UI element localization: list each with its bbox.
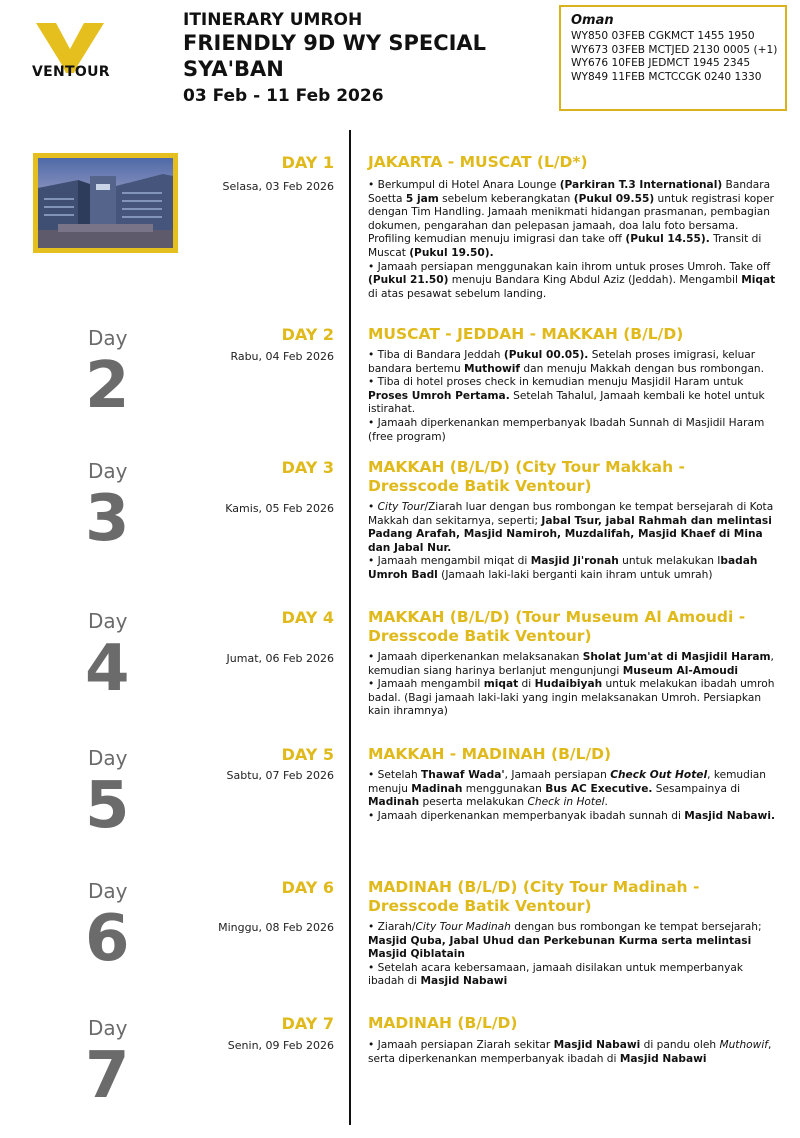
text-run: 5 jam (405, 192, 439, 205)
flight-airline: Oman (571, 13, 614, 28)
text-run: Masjid Quba, Jabal Uhud dan Perkebunan Kurma serta melintasi Masjid Qiblatain (368, 934, 752, 961)
text-run: • Jamaah persiapan menggunakan kain ihrom untuk proses Umroh. Take off (368, 260, 771, 273)
text-run: sebelum keberangkatan (438, 192, 574, 205)
text-run: . (604, 796, 608, 809)
text-run: Museum Al-Amoudi (622, 664, 739, 677)
text-run: • Setelah (368, 769, 422, 781)
day-description (368, 921, 782, 989)
big-day-number: 5 (85, 769, 130, 843)
text-run: dengan bus rombongan ke tempat bersejarah; (510, 921, 762, 933)
text-run: (Pukul 19.50). (409, 246, 494, 259)
text-run: Masjid Nabawi (420, 975, 508, 988)
text-run: • Jamaah diperkenankan memperbanyak ibadah sunnah di (368, 809, 685, 822)
day-label: DAY 6 (281, 878, 334, 897)
text-run: (Pukul 21.50) (368, 274, 449, 287)
text-run: (Pukul 09.55) (573, 192, 655, 205)
description-paragraph (368, 769, 782, 810)
text-run: • Jamaah mengambil (368, 678, 484, 691)
flight-line: WY673 03FEB MCTJED 2130 0005 (+1) (571, 43, 778, 56)
big-day-number: 3 (85, 482, 130, 556)
text-run: untuk melakukan ibadah umroh badal. (Bagi jamaah laki-laki yang ingin melaksanakan Umroh. Persiapkan kain ihramnya) (368, 678, 775, 718)
big-day-number: 2 (85, 349, 130, 423)
day-route-title: MUSCAT - JEDDAH - MAKKAH (B/L/D) (368, 325, 684, 343)
text-run: , serta diperkenankan memperbanyak ibadah di (368, 1039, 772, 1065)
day-date: Sabtu, 07 Feb 2026 (226, 769, 334, 782)
text-run: Masjid Nabawi (553, 1039, 641, 1051)
description-paragraph (368, 376, 782, 417)
text-run: untuk melakukan I (618, 555, 721, 568)
text-run: menggunakan (462, 782, 546, 795)
day-description (368, 179, 782, 301)
day-label: DAY 2 (281, 325, 334, 344)
header-line2: FRIENDLY 9D WY SPECIAL (183, 31, 487, 55)
description-paragraph (368, 501, 782, 555)
text-run: Sholat Jum'at di Masjidil Haram (582, 651, 771, 663)
text-run: , kemudian menuju (368, 769, 766, 795)
text-run: (Jamaah laki-laki berganti kain ihram untuk umrah) (437, 568, 713, 581)
text-run: Proses Umroh Pertama. (368, 389, 510, 402)
day-route-title: MADINAH (B/L/D) (City Tour Madinah - Dresscode Batik Ventour) (368, 878, 700, 915)
text-run: (Parkiran T.3 International) (559, 179, 723, 191)
day-date: Senin, 09 Feb 2026 (227, 1039, 334, 1052)
day-date: Selasa, 03 Feb 2026 (222, 180, 334, 193)
description-paragraph (368, 678, 782, 719)
description-paragraph (368, 179, 782, 261)
text-run: Check Out Hotel (610, 769, 708, 781)
text-run: Masjid Nabawi (619, 1052, 707, 1065)
description-paragraph (368, 810, 782, 824)
day-date: Jumat, 06 Feb 2026 (226, 652, 334, 665)
text-run: Setelah proses imigrasi, keluar bandara bertemu (368, 349, 756, 375)
header-line3: SYA'BAN (183, 57, 284, 81)
big-day-word: Day (88, 459, 128, 483)
text-run: (Pukul 00.05). (503, 349, 589, 361)
header-line1: ITINERARY UMROH (183, 10, 363, 30)
description-paragraph (368, 1039, 782, 1066)
day-label: DAY 4 (281, 608, 334, 627)
text-run: • Jamaah persiapan Ziarah sekitar (368, 1039, 554, 1051)
day-label: DAY 5 (281, 745, 334, 764)
text-run: • Ziarah/ (368, 921, 416, 933)
text-run: • Tiba di Bandara Jeddah (368, 349, 504, 361)
description-paragraph (368, 417, 782, 444)
text-run: Madinah (411, 782, 463, 795)
text-run: • Berkumpul di Hotel Anara Lounge (368, 179, 560, 191)
text-run: Madinah (368, 796, 420, 809)
text-run: dan menuju Makkah dengan bus rombongan. (520, 362, 765, 375)
big-day-number: 6 (85, 902, 130, 976)
text-run: City Tour Madinah (415, 921, 511, 933)
big-day-word: Day (88, 879, 128, 903)
day-route-title: MAKKAH (B/L/D) (City Tour Makkah - Dresscode Batik Ventour) (368, 458, 685, 495)
text-run: , Jamaah persiapan (504, 769, 611, 781)
text-run: Hudaibiyah (534, 678, 603, 691)
description-paragraph (368, 651, 782, 678)
hero-image-frame (33, 153, 178, 253)
text-run: • Jamaah diperkenankan memperbanyak Ibadah Sunnah di Masjidil Haram (free program) (368, 416, 765, 443)
text-run: miqat (483, 678, 519, 691)
text-run: • (368, 501, 378, 513)
day-description (368, 349, 782, 444)
text-run: Muthowif (464, 362, 521, 375)
flight-line: WY850 03FEB CGKMCT 1455 1950 (571, 30, 755, 42)
text-run: peserta melakukan (419, 796, 528, 809)
text-run: Bandara Soetta (368, 179, 771, 205)
text-run: • Jamaah mengambil miqat di (368, 555, 531, 568)
text-run: , kemudian siang harinya berlanjut mengunjungi (368, 651, 774, 677)
text-run: City Tour (377, 501, 425, 513)
text-run: Muthowif (719, 1039, 768, 1051)
text-run: Sesampainya di (652, 782, 741, 795)
brand-name: VENTOUR (32, 64, 110, 80)
text-run: Masjid Nabawi. (684, 809, 776, 822)
text-run: /Ziarah luar dengan bus rombongan ke tempat bersejarah di Kota Makkah dan sekitarnya, seperti; (368, 501, 774, 527)
day-route-title: MAKKAH (B/L/D) (Tour Museum Al Amoudi - Dresscode Batik Ventour) (368, 608, 746, 645)
description-paragraph (368, 349, 782, 376)
text-run: • Setelah acara kebersamaan, jamaah disilakan untuk memperbanyak ibadah di (368, 961, 743, 988)
text-run: Transit di Muscat (368, 233, 762, 259)
day-label: DAY 3 (281, 458, 334, 477)
description-paragraph (368, 261, 782, 302)
text-run: (Pukul 14.55). (625, 233, 710, 246)
text-run: • Jamaah diperkenankan melaksanakan (368, 651, 583, 663)
header-dates: 03 Feb - 11 Feb 2026 (183, 86, 384, 106)
big-day-word: Day (88, 746, 128, 770)
text-run: Masjid Ji'ronah (530, 555, 619, 568)
itinerary-header (183, 10, 486, 108)
text-run: badah Umroh Badl (368, 555, 758, 581)
hotel-building-photo-icon (38, 158, 173, 248)
flight-info-box (559, 5, 787, 111)
text-run: • Tiba di hotel proses check in kemudian menuju Masjidil Haram untuk (368, 376, 744, 389)
day-label: DAY 7 (281, 1014, 334, 1033)
text-run: Bus AC Executive. (545, 782, 653, 795)
day-description (368, 651, 782, 719)
text-run: menuju Bandara King Abdul Aziz (Jeddah). Mengambil (448, 274, 742, 287)
day-route-title: MADINAH (B/L/D) (368, 1014, 518, 1032)
big-day-number: 4 (85, 632, 130, 706)
text-run: Check in Hotel (527, 796, 605, 809)
text-run: di (518, 678, 535, 691)
day-description (368, 501, 782, 583)
text-run: Thawaf Wada' (421, 769, 505, 781)
day-route-title: MAKKAH - MADINAH (B/L/D) (368, 745, 612, 763)
text-run: Jabal Tsur, jabal Rahmah dan melintasi Padang Arafah, Masjid Namiroh, Muzdalifah, Masjid Khaef di Mina dan Jabal Nur. (368, 514, 772, 554)
day-date: Kamis, 05 Feb 2026 (225, 502, 334, 515)
flight-line: WY849 11FEB MCTCCGK 0240 1330 (571, 70, 762, 83)
day-route-title: JAKARTA - MUSCAT (L/D*) (368, 153, 588, 171)
timeline-divider (349, 130, 351, 1125)
day-description (368, 1039, 782, 1066)
day-label: DAY 1 (281, 153, 334, 172)
description-paragraph (368, 555, 782, 582)
flight-line: WY676 10FEB JEDMCT 1945 2345 (571, 57, 751, 69)
text-run: Setelah Tahalul, Jamaah kembali ke hotel untuk istirahat. (368, 389, 765, 416)
text-run: di pandu oleh (640, 1039, 720, 1051)
text-run: untuk registrasi koper dengan Tim Handling. Jamaah menikmati hidangan prasmanan, pembagian dokumen, pengarahan dan pelepasan jamaah, doa lalu foto bersama. Profiling kemudian menuju imigrasi dan take off (368, 192, 774, 246)
big-day-word: Day (88, 326, 128, 350)
big-day-word: Day (88, 609, 128, 633)
description-paragraph (368, 921, 782, 962)
description-paragraph (368, 962, 782, 989)
big-day-word: Day (88, 1016, 128, 1040)
day-date: Rabu, 04 Feb 2026 (230, 350, 334, 363)
big-day-number: 7 (85, 1039, 130, 1113)
day-description (368, 769, 782, 823)
text-run: di atas pesawat sebelum landing. (368, 287, 547, 300)
day-date: Minggu, 08 Feb 2026 (218, 921, 334, 934)
text-run: Miqat (741, 274, 776, 287)
